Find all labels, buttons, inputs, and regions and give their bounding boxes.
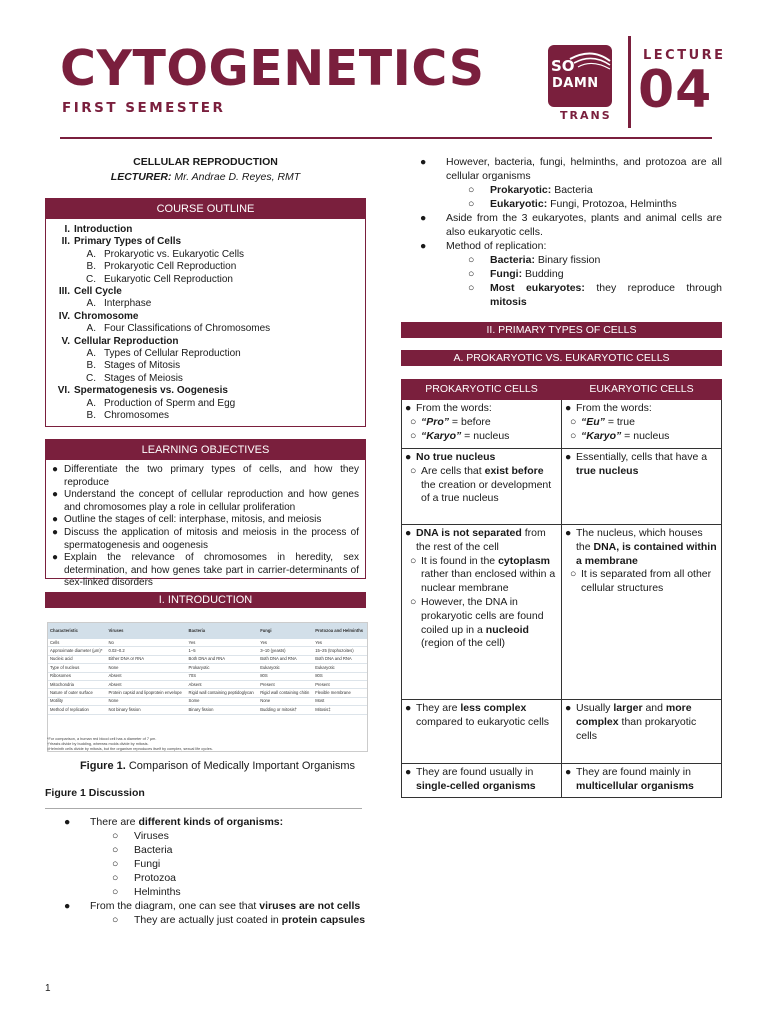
outline-sub-number: C.	[86, 273, 96, 285]
list-item: ○ Bacteria: Binary fission	[468, 254, 601, 266]
table-row	[48, 689, 367, 697]
table-cell: 70S	[187, 672, 259, 680]
learning-objectives-box	[45, 439, 366, 589]
figure-discussion-title: Figure 1 Discussion	[45, 787, 145, 799]
cell-types-intro-list	[420, 155, 722, 309]
header-divider	[628, 36, 631, 128]
table-cell: ● Essentially, cells that have a true nucleus	[562, 449, 722, 525]
column-header-prokaryotic: PROKARYOTIC CELLS	[402, 380, 562, 400]
table-row	[48, 647, 367, 655]
table-row	[48, 680, 367, 688]
outline-item	[54, 336, 359, 348]
table-row	[402, 525, 722, 700]
primary-types-heading: II. PRIMARY TYPES OF CELLS	[401, 322, 722, 338]
table-row	[48, 655, 367, 663]
list-item: ○ Fungi: Budding	[468, 268, 564, 280]
table-cell: No	[106, 639, 186, 647]
list-item: ● However, bacteria, fungi, helminths, and protozoa are all cellular organisms	[420, 156, 722, 182]
sub-bullet: ○	[112, 858, 119, 870]
figure-note: *For comparison, a human red blood cell has a diameter of 7 μm.	[47, 737, 157, 741]
table-header-cell: Viruses	[106, 623, 186, 639]
table-row	[402, 400, 722, 449]
outline-sub-label: Stages of Meiosis	[104, 372, 183, 384]
document-title: CYTOGENETICS	[60, 40, 485, 97]
outline-number: IV.	[58, 310, 70, 322]
outline-sub-number: A.	[86, 298, 96, 310]
outline-subitem	[54, 360, 359, 372]
outline-sub-number: B.	[86, 261, 96, 273]
table-row	[402, 449, 722, 525]
table-header-cell: Bacteria	[187, 623, 259, 639]
figure-1-caption	[45, 759, 390, 774]
bullet: ●	[52, 526, 59, 538]
outline-item	[54, 311, 359, 323]
table-cell: Absent	[106, 680, 186, 688]
outline-sub-label: Prokaryotic vs. Eukaryotic Cells	[104, 248, 245, 260]
table-cell: Yes	[187, 639, 259, 647]
outline-sub-number: C.	[86, 372, 96, 384]
sub-bullet: ○	[112, 844, 119, 856]
lecturer-label: LECTURER:	[110, 171, 172, 183]
course-outline-list	[46, 219, 365, 428]
objective-text: Explain the relevance of chromosomes in heredity, sex determination, and how genes take part in carrier-determinants of sex-linked disorders	[64, 552, 359, 589]
lecturer-line	[45, 171, 366, 185]
table-cell: 80S	[258, 672, 313, 680]
outline-label: Cell Cycle	[74, 286, 122, 298]
outline-sub-number: B.	[86, 410, 96, 422]
objective-item	[52, 489, 359, 514]
table-cell: Absent	[106, 672, 186, 680]
table-cell: Rigid wall containing peptidoglycan	[187, 689, 259, 697]
outline-number: II.	[61, 236, 70, 248]
outline-subitem	[54, 398, 359, 410]
figure-discussion-list	[64, 815, 366, 927]
objective-item	[52, 514, 359, 527]
figure-note: †Yeasts divide by budding, whereas molds divide by mitosis.	[47, 742, 149, 746]
table-header-cell: Fungi	[258, 623, 313, 639]
table-cell: Mitosis‡	[313, 706, 367, 714]
sodamn-logo	[548, 45, 612, 107]
outline-sub-label: Interphase	[104, 298, 152, 310]
table-cell: Both DNA and RNA	[187, 655, 259, 663]
table-cell: Present	[313, 680, 367, 688]
outline-subitem	[54, 261, 359, 273]
outline-sub-label: Types of Cellular Reproduction	[104, 348, 241, 360]
outline-sub-label: Four Classifications of Chromosomes	[104, 323, 271, 335]
table-cell: Method of replication	[48, 706, 106, 714]
outline-item	[54, 224, 359, 236]
outline-number: I.	[64, 224, 70, 235]
objective-text: Outline the stages of cell: interphase, mitosis, and meiosis	[64, 514, 322, 526]
outline-sub-label: Eukaryotic Cell Reproduction	[104, 273, 233, 285]
table-cell: Motility	[48, 697, 106, 705]
table-row	[48, 639, 367, 647]
objective-item	[52, 464, 359, 489]
logo-text-damn: DAMN	[552, 76, 599, 91]
organism-item	[64, 829, 366, 843]
section-title: CELLULAR REPRODUCTION	[133, 156, 278, 168]
table-cell: Approximate diameter (μm)*	[48, 647, 106, 655]
table-row	[48, 672, 367, 680]
outline-subitem	[54, 274, 359, 286]
bullet: ●	[52, 552, 59, 564]
outline-number: V.	[61, 335, 70, 347]
table-cell: Not binary fission	[106, 706, 186, 714]
table-cell: ● From the words: ○ “Pro” = before ○ “Karyo” = nucleus	[402, 400, 562, 449]
table-cell: 3–10 (yeasts)	[258, 647, 313, 655]
course-outline-heading: COURSE OUTLINE	[46, 199, 365, 219]
outline-subitem	[54, 298, 359, 310]
logo-text-so: SO	[551, 57, 575, 75]
bullet: ●	[52, 464, 59, 475]
outline-label: Spermatogenesis vs. Oogenesis	[74, 385, 228, 397]
table-cell: Prokaryotic	[187, 664, 259, 672]
sub-bullet: ○	[112, 886, 119, 898]
outline-sub-label: Prokaryotic Cell Reproduction	[104, 261, 237, 273]
table-cell: ● No true nucleus ○ Are cells that exist before the creation or development of a true nucleus	[402, 449, 562, 525]
objective-text: Discuss the application of mitosis and meiosis in the process of spermatogenesis and oogenesis	[64, 526, 359, 551]
organism-item	[64, 857, 366, 871]
list-item: ○ Prokaryotic: Bacteria	[468, 184, 593, 196]
outline-subitem	[54, 373, 359, 385]
table-cell: Absent	[187, 680, 259, 688]
list-item: ○ They are actually just coated in protein capsules	[112, 914, 366, 926]
list-item: ● Aside from the 3 eukaryotes, plants and animal cells are also eukaryotic cells.	[420, 212, 722, 238]
outline-label: Introduction	[74, 224, 133, 235]
organism-name: Helminths	[134, 886, 181, 898]
table-header-cell: Protozoa and Helminths	[313, 623, 367, 639]
list-item: ● From the diagram, one can see that viruses are not cells	[64, 900, 361, 912]
table-cell: ● They are less complex compared to eukaryotic cells	[402, 700, 562, 764]
learning-objectives-list	[46, 460, 365, 595]
table-cell: 15–25 (trophozoites)	[313, 647, 367, 655]
figure-caption-label: Figure 1.	[79, 760, 126, 772]
table-cell: ● From the words: ○ “Eu” = true ○ “Karyo” = nucleus	[562, 400, 722, 449]
header-rule	[60, 137, 712, 139]
table-row	[402, 700, 722, 764]
outline-item	[54, 236, 359, 248]
outline-sub-number: A.	[86, 348, 96, 360]
lecturer-name: Mr. Andrae D. Reyes, RMT	[171, 171, 301, 183]
page-number: 1	[45, 983, 51, 994]
table-cell: Both DNA and RNA	[258, 655, 313, 663]
table-cell: Present	[258, 680, 313, 688]
document-subtitle: FIRST SEMESTER	[62, 100, 226, 116]
figure-caption-text: Comparison of Medically Important Organisms	[125, 760, 356, 772]
logo-trans-label: TRANS	[560, 109, 612, 122]
bullet: ●	[52, 514, 59, 526]
outline-number: VI.	[57, 385, 70, 397]
table-cell: Cells	[48, 639, 106, 647]
table-row	[48, 706, 367, 714]
list-item: ● There are different kinds of organisms:	[64, 816, 284, 828]
course-outline-box	[45, 198, 366, 427]
table-cell: Some	[187, 697, 259, 705]
outline-label: Cellular Reproduction	[74, 335, 179, 347]
objective-item	[52, 552, 359, 590]
outline-subitem	[54, 249, 359, 261]
table-cell: None	[106, 697, 186, 705]
table-cell: ● They are found usually in single-celled organisms	[402, 764, 562, 798]
table-row	[48, 697, 367, 705]
objective-item	[52, 527, 359, 552]
bullet: ●	[52, 489, 59, 501]
sub-bullet: ○	[112, 872, 119, 884]
table-cell: ● Usually larger and more complex than prokaryotic cells	[562, 700, 722, 764]
table-cell: None	[106, 664, 186, 672]
outline-item	[54, 286, 359, 298]
table-cell: ● They are found mainly in multicellular organisms	[562, 764, 722, 798]
table-cell: ● DNA is not separated from the rest of the cell ○ It is found in the cytoplasm rather than enclosed within a nuclear membrane ○ However, the DNA in prokaryotic cells are found coiled up in a nucleoid (region of the cell)	[402, 525, 562, 700]
introduction-heading: I. INTRODUCTION	[45, 592, 366, 608]
table-cell: 1–5	[187, 647, 259, 655]
table-cell: Either DNA or RNA	[106, 655, 186, 663]
organism-name: Fungi	[134, 858, 161, 870]
table-row	[402, 764, 722, 798]
organism-name: Viruses	[134, 830, 169, 842]
figure-note: ‡Helminth cells divide by mitosis, but the organism reproduces itself by complex, sexual life cycles.	[47, 747, 213, 751]
table-cell: Yes	[313, 639, 367, 647]
outline-sub-number: A.	[86, 323, 96, 335]
table-cell: 0.02–0.2	[106, 647, 186, 655]
organism-item	[64, 871, 366, 885]
list-item: ● Method of replication:	[420, 240, 547, 252]
outline-subitem	[54, 348, 359, 360]
table-cell: Mitochondria	[48, 680, 106, 688]
table-cell: 80S	[313, 672, 367, 680]
lecture-number: 04	[638, 60, 713, 120]
table-cell: Nucleic acid	[48, 655, 106, 663]
outline-subitem	[54, 410, 359, 422]
table-cell: Eukaryotic	[313, 664, 367, 672]
learning-objectives-heading: LEARNING OBJECTIVES	[46, 440, 365, 460]
outline-sub-label: Production of Sperm and Egg	[104, 397, 236, 409]
organism-item	[64, 843, 366, 857]
lecture-label: LECTURE	[643, 48, 726, 63]
table-cell: Ribosomes	[48, 672, 106, 680]
table-cell: Type of nucleus	[48, 664, 106, 672]
organism-name: Protozoa	[134, 872, 177, 884]
outline-sub-number: A.	[86, 248, 96, 260]
list-item: ○ Eukaryotic: Fungi, Protozoa, Helminths	[468, 198, 677, 210]
prok-vs-euk-subheading: A. PROKARYOTIC VS. EUKARYOTIC CELLS	[401, 350, 722, 366]
table-row	[48, 664, 367, 672]
outline-number: III.	[58, 286, 70, 298]
outline-label: Primary Types of Cells	[74, 236, 182, 248]
table-cell: Rigid wall containing chitin	[258, 689, 313, 697]
outline-sub-number: A.	[86, 397, 96, 409]
outline-subitem	[54, 323, 359, 335]
organism-name: Bacteria	[134, 844, 173, 856]
outline-sub-label: Stages of Mitosis	[104, 360, 181, 372]
organism-item	[64, 885, 366, 899]
table-cell: ● The nucleus, which houses the DNA, is contained within a membrane ○ It is separated from all other cellular structures	[562, 525, 722, 700]
column-header-eukaryotic: EUKARYOTIC CELLS	[562, 380, 722, 400]
table-cell: None	[258, 697, 313, 705]
table-cell: Budding or mitosis†	[258, 706, 313, 714]
list-item: ○ Most eukaryotes: they reproduce through mitosis	[468, 282, 723, 308]
figure-1-notes	[47, 737, 213, 752]
table-cell: Binary fission	[187, 706, 259, 714]
outline-label: Chromosome	[74, 310, 139, 322]
table-cell: Both DNA and RNA	[313, 655, 367, 663]
outline-sub-label: Chromosomes	[104, 410, 170, 422]
table-header-cell: Characteristic	[48, 623, 106, 639]
objective-text: Differentiate the two primary types of cells, and how they reproduce	[64, 464, 359, 488]
outline-item	[54, 385, 359, 397]
table-cell: Most	[313, 697, 367, 705]
table-cell: Eukaryotic	[258, 664, 313, 672]
outline-sub-number: B.	[86, 360, 96, 372]
table-cell: Protein capsid and lipoprotein envelope	[106, 689, 186, 697]
prok-vs-euk-table	[401, 379, 722, 798]
objective-text: Understand the concept of cellular reproduction and how genes and chromosomes play a role in cellular proliferation	[64, 489, 359, 513]
table-cell: Flexible membrane	[313, 689, 367, 697]
table-cell: Yes	[258, 639, 313, 647]
figure-1-table	[47, 622, 368, 752]
sub-bullet: ○	[112, 830, 119, 842]
table-cell: Nature of outer surface	[48, 689, 106, 697]
discussion-rule	[45, 808, 362, 809]
